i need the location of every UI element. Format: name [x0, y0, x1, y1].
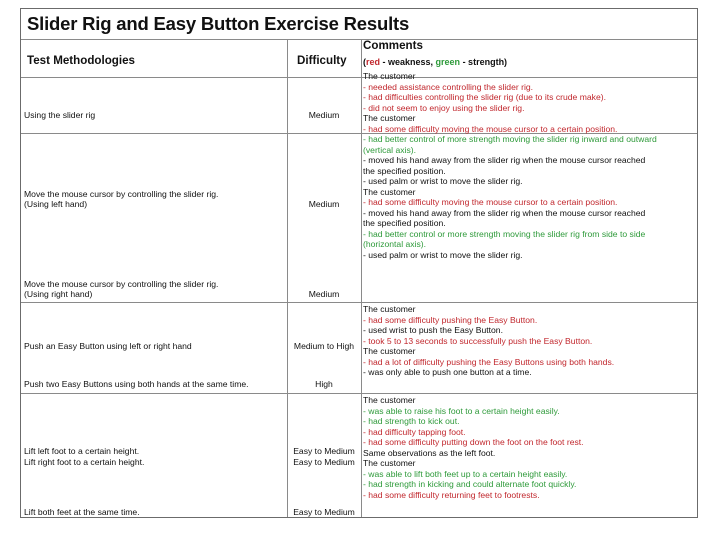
comment-line: - had better control of more strength moving the slider rig inward and outward [363, 134, 657, 144]
legend-green: green [435, 57, 461, 67]
header-test-methodologies: Test Methodologies [27, 54, 135, 67]
comment-line: The customer [363, 458, 416, 468]
comment-line: - was able to raise his foot to a certain height easily. [363, 405, 560, 416]
comment-line: - moved his hand away from the slider rig when the mouse cursor reached [363, 207, 646, 218]
comment-line: (horizontal axis). [363, 239, 427, 249]
test-lift-both-feet: Lift both feet at the same time. [24, 507, 140, 517]
test-cursor-right-hand: Move the mouse cursor by controlling the slider rig. (Using right hand) [24, 279, 219, 299]
test-easy-buttons-both-hands: Push two Easy Buttons using both hands at the same time. [24, 379, 249, 389]
difficulty-lift-right-foot: Easy to Medium [293, 457, 355, 467]
comment-line: The customer [363, 186, 416, 197]
comment-line: - took 5 to 13 seconds to successfully push the Easy Button. [363, 335, 593, 346]
comment-line: - had some difficulty moving the mouse cursor to a certain position. [363, 197, 618, 207]
comment-line: - used palm or wrist to move the slider rig. [363, 176, 523, 186]
comment-line: - had difficulty tapping foot. [363, 426, 466, 437]
comment-line: - had some difficulty putting down the foot on the foot rest. [363, 437, 584, 447]
comment-line: - moved his hand away from the slider rig when the mouse cursor reached [363, 155, 646, 165]
comment-line: - used wrist to push the Easy Button. [363, 325, 503, 335]
test-lift-right-foot: Lift right foot to a certain height. [24, 457, 145, 467]
test-using-slider-rig: Using the slider rig [24, 110, 96, 120]
comment-line: - needed assistance controlling the slider rig. [363, 81, 534, 92]
header-comments: Comments [363, 39, 423, 52]
difficulty-lift-both-feet: Easy to Medium [293, 507, 355, 517]
comment-line: The customer [363, 113, 416, 123]
comment-line: - did not seem to enjoy using the slider rig. [363, 102, 525, 113]
comment-line: - had some difficulty returning feet to footrests. [363, 489, 540, 500]
comment-line: - had difficulties controlling the slider rig (due to its crude make). [363, 92, 606, 102]
difficulty-cursor-left-hand: Medium [308, 199, 340, 209]
comment-line: - had better control or more strength moving the slider rig from side to side [363, 228, 646, 239]
comment-line: The customer [363, 304, 416, 314]
difficulty-easy-button-one-hand: Medium to High [293, 341, 355, 351]
comment-line: (vertical axis). [363, 144, 417, 155]
difficulty-using-slider-rig: Medium [308, 110, 340, 120]
test-lift-left-foot: Lift left foot to a certain height. [24, 446, 140, 456]
results-table [20, 8, 698, 518]
difficulty-easy-buttons-both-hands: High [315, 379, 333, 389]
comment-line: Same observations as the left foot. [363, 447, 496, 458]
row-divider-2 [21, 302, 697, 303]
comment-line: - was only able to push one button at a time. [363, 367, 532, 377]
comment-line: - used palm or wrist to move the slider rig. [363, 249, 523, 260]
difficulty-lift-left-foot: Easy to Medium [293, 446, 355, 456]
title-divider [21, 39, 697, 40]
comments-legend: (red - weakness, green - strength) [363, 57, 508, 67]
header-difficulty: Difficulty [297, 54, 347, 67]
comment-line: - had strength in kicking and could alternate foot quickly. [363, 479, 577, 489]
comment-line: The customer [363, 346, 416, 356]
comment-line: - had some difficulty moving the mouse cursor to a certain position. [363, 123, 618, 134]
comment-line: - had a lot of difficulty pushing the Easy Buttons using both hands. [363, 356, 615, 367]
page-title: Slider Rig and Easy Button Exercise Results [27, 13, 410, 34]
comment-line: - had some difficulty pushing the Easy Button. [363, 314, 538, 325]
header-divider [21, 77, 697, 78]
comment-line: The customer [363, 71, 416, 81]
comment-line: The customer [363, 395, 416, 405]
legend-red: red [366, 57, 381, 67]
row-divider-3 [21, 393, 697, 394]
test-easy-button-one-hand: Push an Easy Button using left or right hand [24, 341, 192, 351]
column-divider-2 [361, 39, 362, 517]
comment-line: - had strength to kick out. [363, 416, 460, 426]
comment-line: - was able to lift both feet up to a certain height easily. [363, 468, 568, 479]
comment-line: the specified position. [363, 165, 446, 176]
test-cursor-left-hand: Move the mouse cursor by controlling the slider rig. (Using left hand) [24, 189, 219, 209]
difficulty-cursor-right-hand: Medium [308, 289, 340, 299]
comment-line: the specified position. [363, 218, 446, 228]
